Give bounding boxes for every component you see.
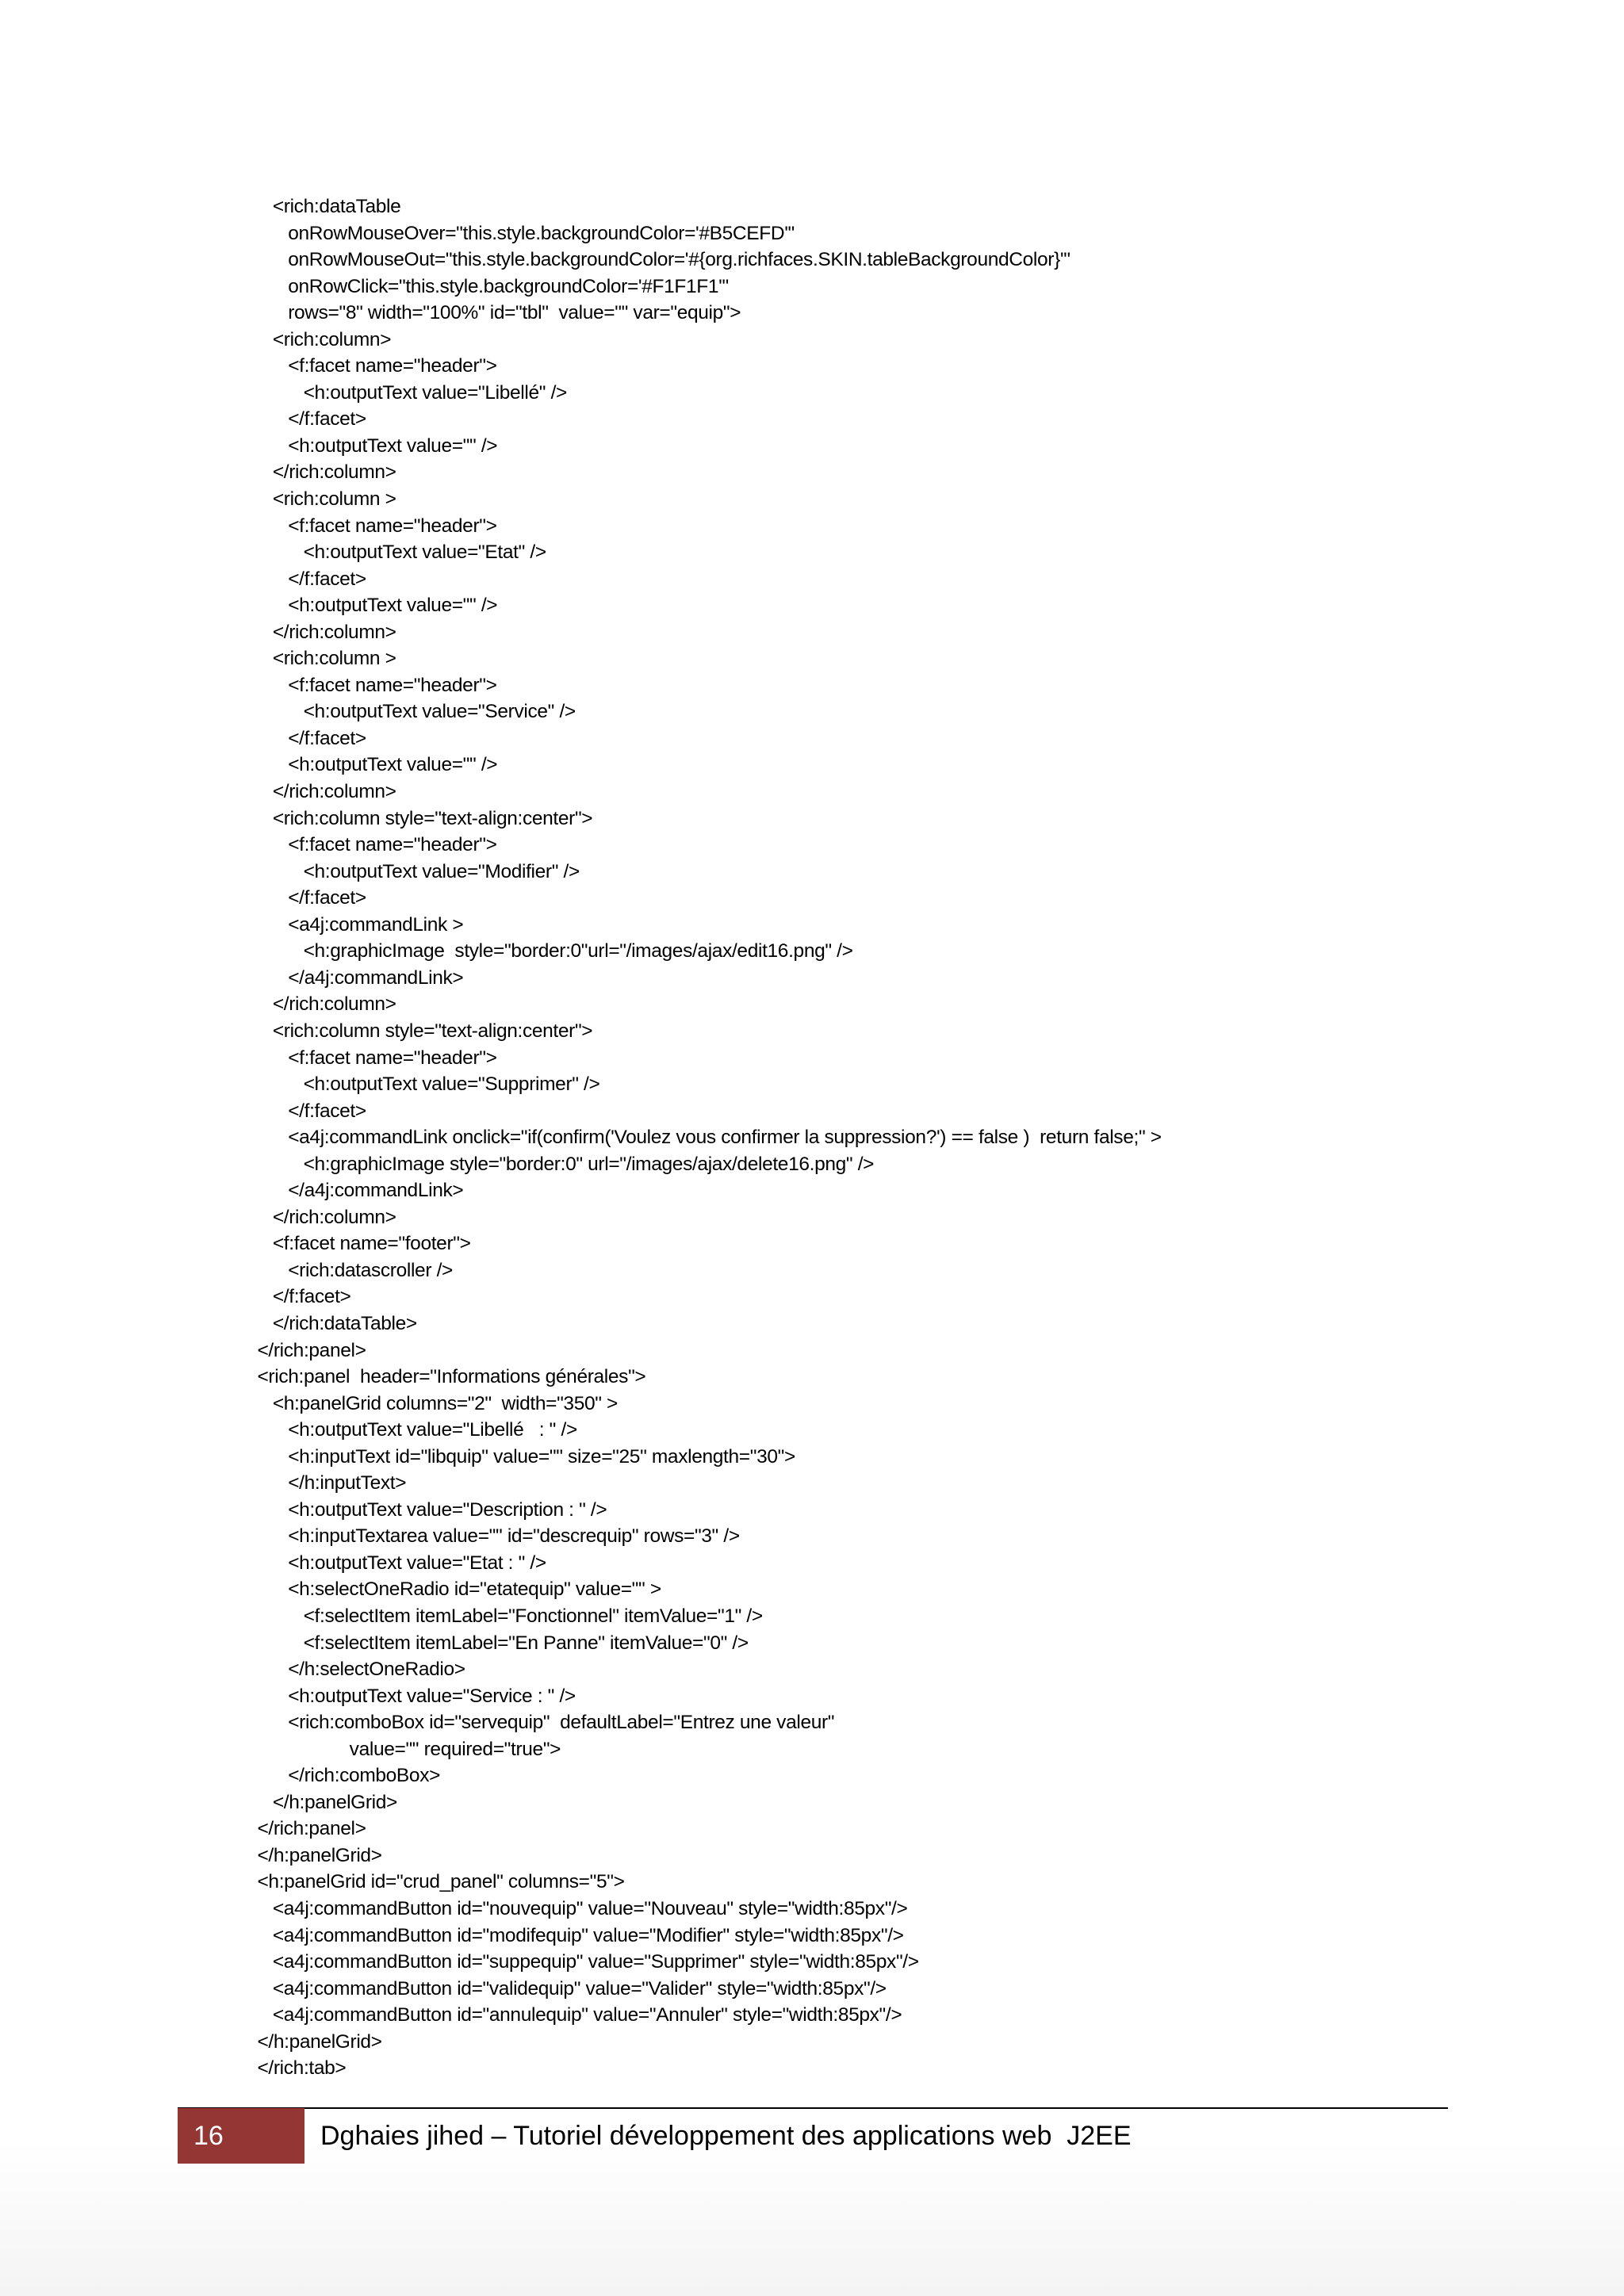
code-line: </h:panelGrid> <box>252 1791 398 1813</box>
code-line: </h:panelGrid> <box>252 1844 382 1866</box>
code-line: <h:outputText value="Description : " /> <box>252 1498 607 1521</box>
code-line: </rich:panel> <box>252 1339 366 1361</box>
code-line: <f:facet name="header"> <box>252 674 497 696</box>
code-line: <a4j:commandButton id="suppequip" value="Supprimer" style="width:85px"/> <box>252 1951 919 1973</box>
code-line: <h:outputText value="Supprimer" /> <box>252 1073 600 1096</box>
code-line: value="" required="true"> <box>252 1738 561 1760</box>
code-line: <rich:column > <box>252 648 396 670</box>
code-line: </h:panelGrid> <box>252 2030 382 2053</box>
code-line: <f:facet name="header"> <box>252 515 497 537</box>
code-line: </a4j:commandLink> <box>252 966 464 989</box>
code-line: <h:outputText value="Etat" /> <box>252 541 546 564</box>
code-line: </h:inputText> <box>252 1472 407 1494</box>
code-line: <rich:datascroller /> <box>252 1259 454 1281</box>
code-line: <h:inputText id="libquip" value="" size="25" maxlength="30"> <box>252 1445 795 1468</box>
code-line: <h:outputText value="Service : " /> <box>252 1685 576 1707</box>
code-line: <rich:dataTable <box>252 196 401 217</box>
code-line: <h:outputText value="Libellé : " /> <box>252 1419 577 1441</box>
code-line: <h:selectOneRadio id="etatequip" value="" > <box>252 1578 661 1601</box>
code-line: </h:selectOneRadio> <box>252 1659 465 1681</box>
code-line: <h:panelGrid columns="2" width="350" > <box>252 1392 619 1414</box>
code-line: <f:selectItem itemLabel="En Panne" itemValue="0" /> <box>252 1632 749 1654</box>
page-bottom-shade <box>0 2141 1624 2296</box>
code-line: <h:panelGrid id="crud_panel" columns="5"> <box>252 1871 625 1893</box>
code-line: </rich:column> <box>252 621 396 643</box>
code-line: <rich:column style="text-align:center"> <box>252 1020 593 1042</box>
code-line: </f:facet> <box>252 887 366 909</box>
code-line: <h:inputTextarea value="" id="descrequip" rows="3" /> <box>252 1525 740 1548</box>
code-line: <rich:panel header="Informations générales"> <box>252 1366 646 1388</box>
code-line: </f:facet> <box>252 408 366 430</box>
code-line: <f:facet name="header"> <box>252 355 497 377</box>
code-line: </rich:tab> <box>252 2057 347 2080</box>
code-line: <f:facet name="footer"> <box>252 1233 471 1255</box>
code-line: <a4j:commandButton id="validequip" value="Valider" style="width:85px"/> <box>252 1977 887 1999</box>
code-line: </rich:column> <box>252 781 396 803</box>
code-line: onRowMouseOver="this.style.backgroundColor='#B5CEFD'" <box>252 222 795 244</box>
code-line: </f:facet> <box>252 568 366 590</box>
code-line: <h:outputText value="Libellé" /> <box>252 381 567 404</box>
code-line: onRowMouseOut="this.style.backgroundColor='#{org.richfaces.SKIN.tableBackgroundColor}'" <box>252 249 1071 271</box>
code-line: <rich:column style="text-align:center"> <box>252 807 593 829</box>
code-line: </rich:dataTable> <box>252 1312 417 1334</box>
code-line: <h:graphicImage style="border:0" url="/images/ajax/delete16.png" /> <box>252 1153 875 1175</box>
code-line: </rich:column> <box>252 1206 396 1228</box>
code-listing <box>252 193 1537 2082</box>
code-line: </rich:comboBox> <box>252 1765 441 1787</box>
code-line: <a4j:commandLink onclick="if(confirm('Voulez vous confirmer la suppression?') == false ) return false;" > <box>252 1127 1162 1149</box>
code-line: <rich:comboBox id="servequip" defaultLabel="Entrez une valeur" <box>252 1712 835 1734</box>
code-line: </f:facet> <box>252 1286 351 1308</box>
code-line: <h:outputText value="" /> <box>252 754 498 776</box>
code-line: <h:outputText value="Modifier" /> <box>252 860 580 882</box>
code-line: <rich:column > <box>252 488 396 511</box>
code-line: <a4j:commandButton id="annulequip" value="Annuler" style="width:85px"/> <box>252 2004 902 2026</box>
code-line: </rich:column> <box>252 993 396 1016</box>
code-line: </f:facet> <box>252 1100 366 1122</box>
code-line: <f:selectItem itemLabel="Fonctionnel" itemValue="1" /> <box>252 1605 763 1627</box>
code-line: <h:outputText value="" /> <box>252 595 498 617</box>
code-line: </f:facet> <box>252 727 366 749</box>
code-line: <h:outputText value="Service" /> <box>252 701 576 723</box>
code-line: <a4j:commandLink > <box>252 913 464 936</box>
code-line: onRowClick="this.style.backgroundColor='#F1F1F1'" <box>252 275 729 297</box>
footer-title: Dghaies jihed – Tutoriel développement des applications web J2EE <box>320 2121 1132 2151</box>
code-line: <h:outputText value="Etat : " /> <box>252 1552 546 1574</box>
code-line: </rich:panel> <box>252 1818 366 1840</box>
code-line: <a4j:commandButton id="modifequip" value="Modifier" style="width:85px"/> <box>252 1924 904 1946</box>
code-line: <a4j:commandButton id="nouvequip" value="Nouveau" style="width:85px"/> <box>252 1898 908 1919</box>
code-line: <f:facet name="header"> <box>252 834 497 856</box>
code-line: <f:facet name="header"> <box>252 1047 497 1069</box>
code-line: </rich:column> <box>252 461 396 484</box>
code-line: <h:outputText value="" /> <box>252 434 498 457</box>
code-line: <rich:column> <box>252 328 392 350</box>
code-line: rows="8" width="100%" id="tbl" value="" var="equip"> <box>252 302 741 324</box>
code-line: </a4j:commandLink> <box>252 1180 464 1202</box>
page-number: 16 <box>178 2108 304 2164</box>
code-line: <h:graphicImage style="border:0"url="/images/ajax/edit16.png" /> <box>252 940 853 962</box>
